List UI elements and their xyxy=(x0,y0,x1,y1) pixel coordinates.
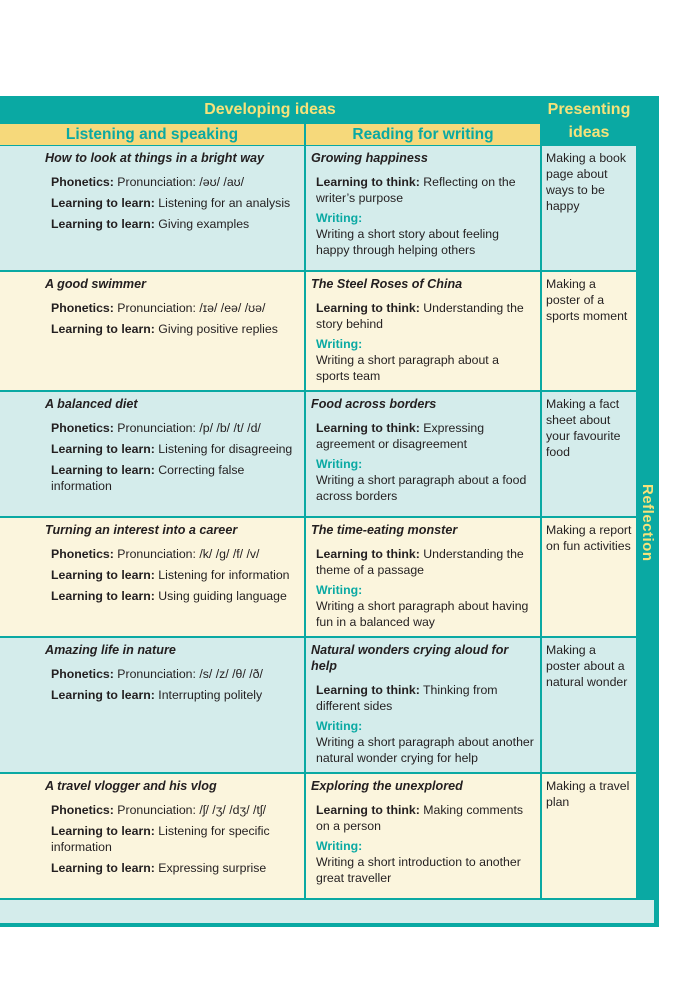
learning-to-learn-line: Learning to learn: Interrupting politely xyxy=(51,688,263,702)
reading-title: The time-eating monster xyxy=(311,523,458,537)
listening-title: A good swimmer xyxy=(45,277,146,291)
phonetics-line: Phonetics: Pronunciation: /p/ /b/ /t/ /d/ xyxy=(51,421,261,435)
learning-to-learn-line: Learning to learn: Expressing surprise xyxy=(51,861,267,875)
writing-task: Writing a short paragraph about a food across borders xyxy=(316,473,527,503)
writing-task: Writing a short paragraph about having fun in a balanced way xyxy=(316,599,529,629)
phonetics-line: Phonetics: Pronunciation: /ɪə/ /eə/ /ʊə/ xyxy=(51,301,266,315)
header-presenting-line2: ideas xyxy=(568,124,610,141)
footer-bar xyxy=(0,900,654,923)
presenting-cell: Making a travel plan xyxy=(542,774,636,898)
learning-to-think-line: Learning to think: Thinking from different sides xyxy=(316,683,498,713)
listening-title: A travel vlogger and his vlog xyxy=(45,779,217,793)
phonetics-line: Phonetics: Pronunciation: /k/ /g/ /f/ /v/ xyxy=(51,547,260,561)
writing-task: Writing a short introduction to another great traveller xyxy=(316,855,521,885)
listening-title: A balanced diet xyxy=(45,397,138,411)
presenting-cell: Making a poster of a sports moment xyxy=(542,272,636,390)
learning-to-learn-line: Learning to learn: Listening for an analysis xyxy=(51,196,291,210)
listening-cell xyxy=(0,638,304,772)
learning-to-think-line: Learning to think: Reflecting on the writer’s purpose xyxy=(316,175,516,205)
reading-cell xyxy=(306,638,540,772)
reading-cell xyxy=(306,774,540,898)
writing-label: Writing: xyxy=(316,457,363,471)
listening-cell xyxy=(0,272,304,390)
phonetics-line: Phonetics: Pronunciation: /ʃ/ /ʒ/ /dʒ/ /tʃ/ xyxy=(51,803,267,817)
learning-to-learn-line: Learning to learn: Listening for information xyxy=(51,568,290,582)
reading-cell xyxy=(306,518,540,636)
presenting-cell: Making a fact sheet about your favourite food xyxy=(542,392,636,516)
presenting-cell: Making a book page about ways to be happy xyxy=(542,146,636,270)
presenting-cell: Making a poster about a natural wonder xyxy=(542,638,636,772)
listening-cell xyxy=(0,392,304,516)
header-presenting-line1: Presenting xyxy=(547,101,631,118)
listening-title: How to look at things in a bright way xyxy=(45,151,264,165)
header-developing-ideas: Developing ideas xyxy=(0,96,540,123)
learning-to-think-line: Learning to think: Making comments on a person xyxy=(316,803,524,833)
reading-title: Natural wonders crying aloud for help xyxy=(311,643,509,673)
writing-task: Writing a short paragraph about a sports team xyxy=(316,353,499,383)
phonetics-line: Phonetics: Pronunciation: /əʊ/ /aʊ/ xyxy=(51,175,245,189)
reading-title: The Steel Roses of China xyxy=(311,277,463,291)
writing-label: Writing: xyxy=(316,839,363,853)
learning-to-learn-line: Learning to learn: Correcting false information xyxy=(51,463,245,493)
learning-to-think-line: Learning to think: Understanding the theme of a passage xyxy=(316,547,524,577)
listening-cell xyxy=(0,146,304,270)
writing-label: Writing: xyxy=(316,337,363,351)
presenting-cell: Making a report on fun activities xyxy=(542,518,636,636)
header-listening-speaking: Listening and speaking xyxy=(0,124,304,145)
learning-to-learn-line: Learning to learn: Listening for disagreeing xyxy=(51,442,293,456)
reading-title: Exploring the unexplored xyxy=(311,779,463,793)
reading-cell xyxy=(306,272,540,390)
header-reading-writing: Reading for writing xyxy=(306,124,540,145)
reading-cell xyxy=(306,392,540,516)
listening-cell xyxy=(0,518,304,636)
header-presenting-ideas xyxy=(542,96,636,145)
reading-title: Growing happiness xyxy=(311,151,428,165)
learning-to-think-line: Learning to think: Expressing agreement or disagreement xyxy=(316,421,485,451)
writing-task: Writing a short paragraph about another natural wonder crying for help xyxy=(316,735,534,765)
learning-to-think-line: Learning to think: Understanding the story behind xyxy=(316,301,524,331)
listening-cell xyxy=(0,774,304,898)
writing-task: Writing a short story about feeling happy through helping others xyxy=(316,227,499,257)
writing-label: Writing: xyxy=(316,719,363,733)
writing-label: Writing: xyxy=(316,583,363,597)
reading-title: Food across borders xyxy=(311,397,437,411)
learning-to-learn-line: Learning to learn: Giving examples xyxy=(51,217,250,231)
reading-cell xyxy=(306,146,540,270)
reflection-text: Reflection xyxy=(639,484,656,562)
learning-to-learn-line: Learning to learn: Using guiding language xyxy=(51,589,287,603)
learning-to-learn-line: Learning to learn: Giving positive replies xyxy=(51,322,278,336)
phonetics-line: Phonetics: Pronunciation: /s/ /z/ /θ/ /ð/ xyxy=(51,667,263,681)
writing-label: Writing: xyxy=(316,211,363,225)
reflection-side-label xyxy=(636,146,659,900)
listening-title: Turning an interest into a career xyxy=(45,523,238,537)
listening-title: Amazing life in nature xyxy=(45,643,176,657)
learning-to-learn-line: Learning to learn: Listening for specific information xyxy=(51,824,270,854)
